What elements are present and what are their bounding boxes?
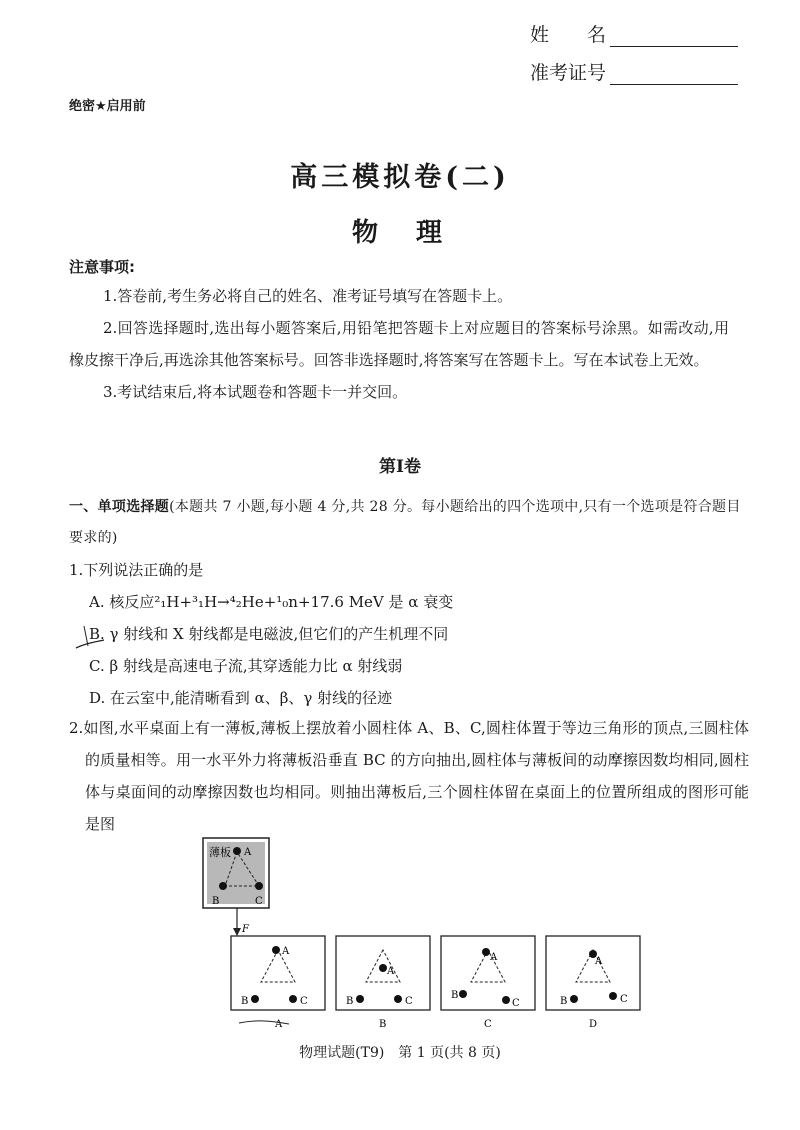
- name-field: [530, 20, 738, 47]
- subject-title: 物 理: [351, 218, 448, 248]
- exam-id-field: [530, 58, 738, 85]
- exam-id-label: 准考证号: [530, 62, 607, 84]
- force-arrowhead: [233, 928, 241, 936]
- q2-stem: [69, 712, 749, 840]
- notice-list: [69, 280, 729, 408]
- svg-text:B: B: [451, 990, 459, 1001]
- board-label-b: B: [212, 896, 220, 907]
- page-footer: 物理试题(T9) 第 1 页(共 8 页): [299, 1045, 501, 1061]
- board-point-a: [233, 847, 241, 855]
- board-label-a: A: [244, 847, 252, 858]
- section-desc: (本题共 7 小题,每小题 4 分,共 28 分。每小题给出的四个选项中,只有一个选项是符合题目要求的): [69, 499, 741, 546]
- page-title: 高三模拟卷(二): [290, 162, 510, 193]
- caption-a: A: [275, 1019, 283, 1030]
- notice-item-1: 1.答卷前,考生务必将自己的姓名、准考证号填写在答题卡上。: [103, 287, 513, 305]
- q1-option-a: A. 核反应²₁H+³₁H→⁴₂He+¹₀n+17.6 MeV 是 α 衰变: [89, 593, 454, 611]
- section-heading: [69, 492, 749, 554]
- caption-c: C: [484, 1019, 492, 1030]
- figure-panel-a: [231, 936, 325, 1010]
- q1-option-b: B. γ 射线和 X 射线都是电磁波,但它们的产生机理不同: [89, 625, 449, 643]
- q1-pen-mark: [72, 618, 106, 652]
- secret-mark: 绝密★启用前: [69, 99, 146, 114]
- figure-panel-c: [441, 936, 535, 1010]
- caption-d: D: [589, 1019, 598, 1030]
- exam-id-blank: [610, 62, 738, 85]
- q1-option-d: D. 在云室中,能清晰看到 α、β、γ 射线的径迹: [89, 689, 393, 707]
- board-label: 薄板: [209, 846, 231, 859]
- q1-stem: 1.下列说法正确的是: [69, 561, 204, 579]
- notice-heading: 注意事项:: [69, 258, 135, 276]
- svg-text:B: B: [241, 996, 249, 1007]
- section-title: 一、单项选择题: [69, 499, 170, 515]
- board-point-b: [219, 882, 227, 890]
- figure-panel-d: [546, 936, 640, 1010]
- svg-text:C: C: [620, 994, 628, 1005]
- figure-panel-b: [336, 936, 430, 1010]
- board-label-c: C: [255, 896, 263, 907]
- svg-text:C: C: [405, 996, 413, 1007]
- q2-stem-text: 2.如图,水平桌面上有一薄板,薄板上摆放着小圆柱体 A、B、C,圆柱体置于等边三角形的顶点,三圆柱体的质量相等。用一水平外力将薄板沿垂直 BC 的方向抽出,圆柱体与薄板间的动摩擦因数均相同,圆柱体与桌面间的动摩擦因数也均相同。则抽出薄板后,三个圆柱体留在桌面上的位置所组成的图形可能是图: [69, 719, 749, 833]
- svg-text:B: B: [560, 996, 568, 1007]
- q2-figure: [195, 832, 645, 1032]
- svg-text:C: C: [300, 996, 308, 1007]
- caption-b: B: [379, 1019, 387, 1030]
- svg-text:A: A: [490, 952, 498, 963]
- svg-text:C: C: [512, 998, 520, 1009]
- name-label: 姓 名: [530, 24, 607, 46]
- notice-item-2: 2.回答选择题时,选出每小题答案后,用铅笔把答题卡上对应题目的答案标号涂黑。如需改动,用橡皮擦干净后,再选涂其他答案标号。回答非选择题时,将答案写在答题卡上。写在本试卷上无效。: [69, 319, 729, 369]
- q1-option-c: C. β 射线是高速电子流,其穿透能力比 α 射线弱: [89, 657, 403, 675]
- name-blank: [610, 24, 738, 47]
- svg-text:A: A: [387, 966, 395, 977]
- svg-text:B: B: [346, 996, 354, 1007]
- notice-item-3: 3.考试结束后,将本试题卷和答题卡一并交回。: [103, 383, 408, 401]
- board-point-c: [255, 882, 263, 890]
- svg-text:A: A: [282, 946, 290, 957]
- svg-text:A: A: [595, 956, 603, 967]
- part-title: 第Ⅰ卷: [379, 457, 421, 477]
- force-label: F: [242, 924, 249, 935]
